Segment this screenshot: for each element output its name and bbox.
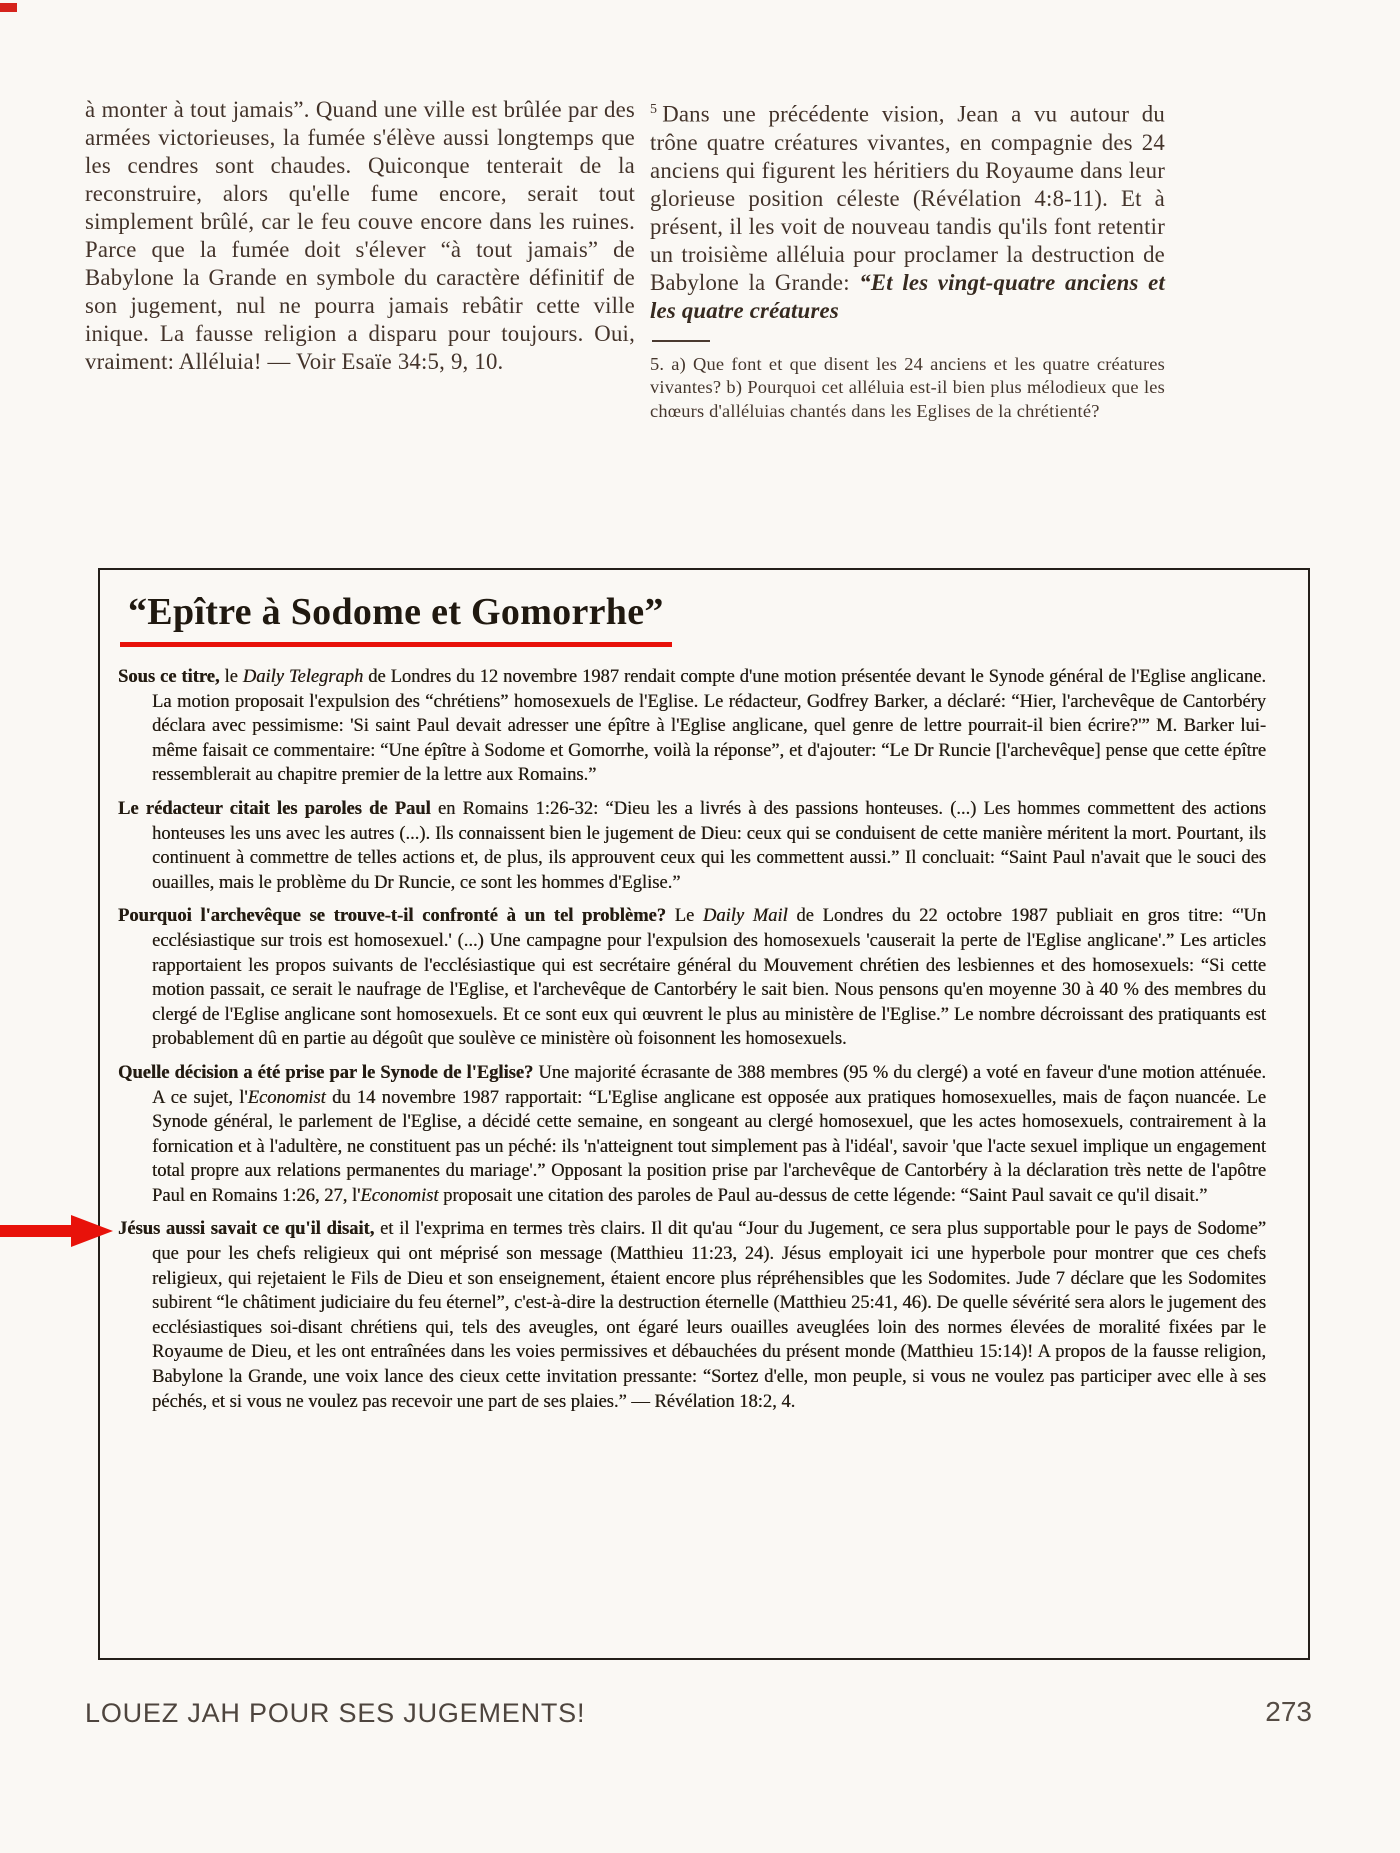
box-paragraph-3 bbox=[118, 904, 1266, 1052]
paragraph-lead: Pourquoi l'archevêque se trouve-t-il confronté à un tel problème? bbox=[118, 906, 675, 927]
paragraph-lead: Jésus aussi savait ce qu'il disait, bbox=[118, 1219, 380, 1240]
left-column bbox=[85, 96, 635, 376]
paragraph-text: de Londres du 12 novembre 1987 rendait compte d'une motion présentée devant le Synode général de l'Eglise anglicane. La motion proposait l'expulsion des “chrétiens” homosexuels de l'Eglise. Le rédacteur, Godfrey Barker, a déclaré: “Hier, l'archevêque de Cantorbéry déclara avec pessimisme: 'Si saint Paul devait adresser une épître à l'Eglise anglicane, quel genre de lettre pourrait-il bien écrire?'” M. Barker lui-même faisait ce commentaire: “Une épître à Sodome et Gomorrhe, voilà la réponse”, et d'ajouter: “Le Dr Runcie [l'archevêque] pense que cette épître ressemblerait au chapitre premier de la lettre aux Romains.” bbox=[152, 667, 1267, 786]
paragraph-lead: Sous ce titre, bbox=[118, 667, 225, 687]
red-underline bbox=[120, 642, 672, 647]
publication-name: Daily Mail bbox=[702, 906, 788, 927]
right-column bbox=[650, 96, 1165, 423]
paragraph-text: proposait une citation des paroles de Paul au-dessus de cette légende: “Saint Paul savait ce qu'il disait.” bbox=[438, 1185, 1208, 1206]
box-paragraph-1 bbox=[118, 665, 1266, 788]
box-paragraph-2 bbox=[118, 797, 1266, 895]
red-arrow-icon bbox=[0, 1214, 114, 1248]
paragraph-lead: Le rédacteur citait les paroles de Paul bbox=[118, 798, 438, 819]
paragraph-text: Dans une précédente vision, Jean a vu autour du trône quatre créatures vivantes, en compagnie des 24 anciens qui figurent les héritiers du Royaume dans leur glorieuse position céleste (Révélation 4:8-11). Et à présent, il les voit de nouveau tandis qu'ils font retentir un troisième alléluia pour proclamer la destruction de Babylone la Grande: bbox=[650, 101, 1165, 295]
publication-name: Daily Telegraph bbox=[242, 667, 364, 687]
left-column-paragraph: à monter à tout jamais”. Quand une ville est brûlée par des armées victorieuses, la fumée s'élève aussi longtemps que les cendres sont chaudes. Quiconque tenterait de la reconstruire, alors qu'elle fume encore, serait tout simplement brûlé, car le feu couve encore dans les ruines. Parce que la fumée doit s'élever “à tout jamais” de Babylone la Grande en symbole du caractère définitif de son jugement, nul ne pourra jamais rebâtir cette ville inique. La fausse religion a disparu pour toujours. Oui, vraiment: Alléluia! — Voir Esaïe 34:5, 9, 10. bbox=[85, 97, 635, 374]
epitre-box bbox=[98, 568, 1310, 1660]
paragraph-text: du 14 novembre 1987 rapportait: “L'Eglise anglicane est opposée aux pratiques homosexuelles, mais de façon nuancée. Le Synode général, le parlement de l'Eglise, a décidé cette semaine, en songeant au clergé homosexuel, que les actes homosexuels, contrairement à la fornication et à l'adultère, ne constituent pas un péché: ils 'n'atteignent tout simplement pas à l'idéal', savoir 'que l'acte sexuel implique un engagement total propre aux relations permanentes du mariage'.” Opposant la position prise par l'archevêque de Cantorbéry à la déclaration très nette de l'apôtre Paul en Romains 1:26, 27, l' bbox=[152, 1087, 1266, 1206]
paragraph-text: en Romains 1:26-32: “Dieu les a livrés à des passions honteuses. (...) Les hommes commettent des actions honteuses les uns avec les autres (...). Ils connaissent bien le jugement de Dieu: ceux qui se conduisent de cette manière méritent la mort. Pourtant, ils continuent à commettre de telles actions et, de plus, ils approuvent ceux qui les commettent aussi.” Il concluait: “Saint Paul n'avait que le souci des ouailles, mais le problème du Dr Runcie, ce sont les hommes d'Eglise.” bbox=[152, 798, 1266, 893]
box-paragraph-5 bbox=[118, 1217, 1266, 1414]
paragraph-text: Une majorité écrasante de 388 membres (95 % du clergé) a voté en faveur d'une motion atténuée. A ce sujet, l' bbox=[152, 1062, 1267, 1108]
publication-name: Economist bbox=[360, 1185, 439, 1206]
publication-name: Economist bbox=[247, 1087, 326, 1108]
box-title: “Epître à Sodome et Gomorrhe” bbox=[128, 591, 664, 633]
paragraph-text: Le bbox=[674, 906, 703, 927]
paragraph-text: le bbox=[224, 667, 243, 687]
box-paragraph-4 bbox=[118, 1061, 1266, 1209]
scripture-quote: “Et les vingt-quatre anciens et les quatre créatures bbox=[650, 269, 1165, 323]
right-column-paragraph bbox=[650, 96, 1165, 325]
running-footer-title: LOUEZ JAH POUR SES JUGEMENTS! bbox=[85, 1698, 586, 1728]
paragraph-lead: Quelle décision a été prise par le Synode de l'Eglise? bbox=[118, 1062, 539, 1083]
study-question-footnote: 5. a) Que font et que disent les 24 anciens et les quatre créatures vivantes? b) Pourquoi cet alléluia est-il bien plus mélodieux que les chœurs d'alléluias chantés dans les Eglises de la chrétienté? bbox=[650, 353, 1165, 421]
footnote-rule bbox=[652, 340, 710, 342]
paragraph-number: 5 bbox=[650, 102, 658, 117]
paragraph-text: et il l'exprima en termes très clairs. Il dit qu'au “Jour du Jugement, ce sera plus supportable pour le pays de Sodome” que pour les chefs religieux qui ont méprisé son message (Matthieu 11:23, 24). Jésus employait ici une hyperbole pour montrer que ces chefs religieux, qui rejetaient le Fils de Dieu et son enseignement, étaient encore plus répréhensibles que les Sodomites. Jude 7 déclare que les Sodomites subirent “le châtiment judiciaire du feu éternel”, c'est-à-dire la destruction éternelle (Matthieu 25:41, 46). De quelle sévérité sera alors le jugement des ecclésiastiques soi-disant chrétiens qui, tels des aveugles, ont égaré leurs ouailles aveuglées loin des normes élevées de moralité fixées par le Royaume de Dieu, et les ont entraînées dans les voies permissives et débauchées du présent monde (Matthieu 15:14)! A propos de la fausse religion, Babylone la Grande, une voix lance des cieux cette invitation pressante: “Sortez d'elle, mon peuple, si vous ne voulez pas participer avec elle à ses péchés, et si vous ne voulez pas recevoir une part de ses plaies.” — Révélation 18:2, 4. bbox=[152, 1219, 1266, 1412]
paragraph-text: de Londres du 22 octobre 1987 publiait en gros titre: “'Un ecclésiastique sur trois est homosexuel.' (...) Une campagne pour l'expulsion des homosexuels 'causerait la perte de l'Eglise anglicane'.” Les articles rapportaient les propos suivants de l'ecclésiastique qui est secrétaire général du Mouvement chrétien des lesbiennes et des homosexuels: “Si cette motion passait, ce serait le naufrage de l'Eglise, et l'archevêque de Cantorbéry le sait bien. Nous pensons qu'en moyenne 30 à 40 % des membres du clergé de l'Eglise anglicane sont homosexuels. Et ce sont eux qui œuvrent le plus au ministère de l'Eglise.” Le nombre décroissant des pratiquants est probablement dû en partie au dégoût que soulève ce ministère où foisonnent les homosexuels. bbox=[152, 906, 1267, 1050]
page-number: 273 bbox=[1265, 1696, 1312, 1727]
scan-red-mark bbox=[0, 3, 17, 12]
